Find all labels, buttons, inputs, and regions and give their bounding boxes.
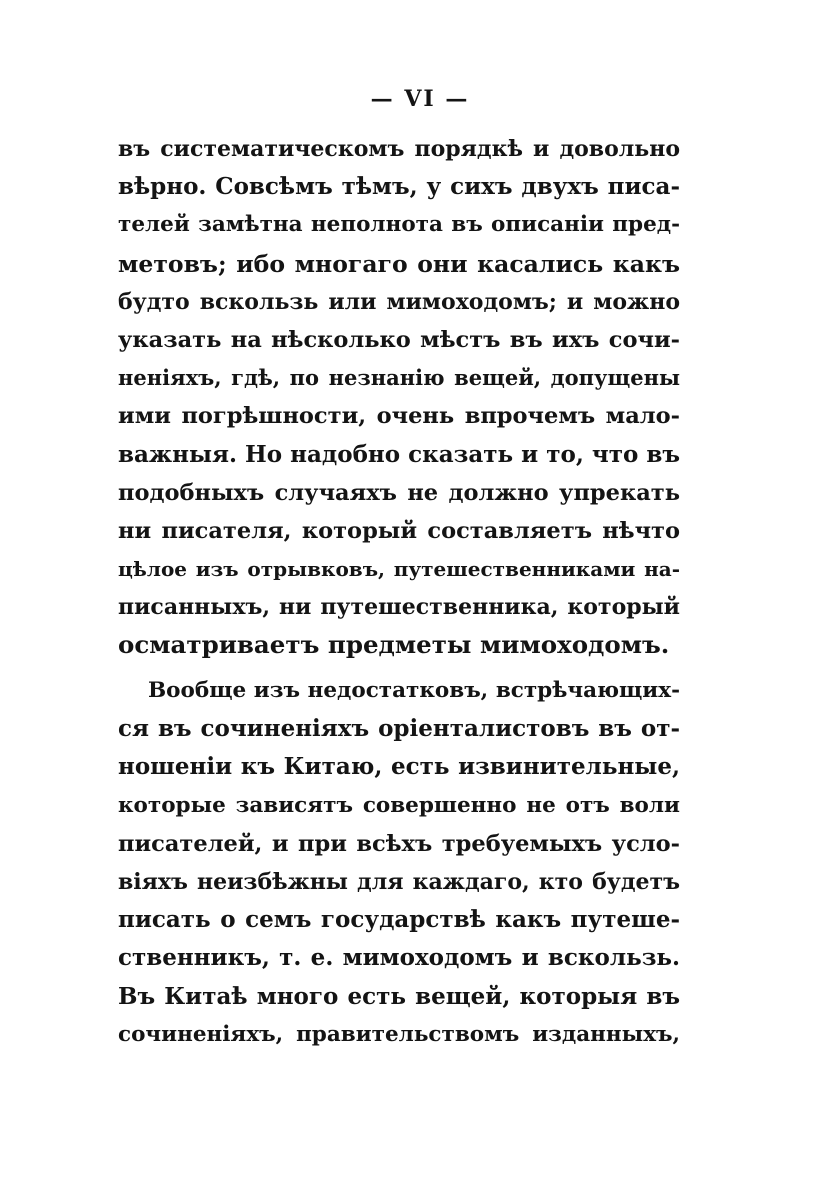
text-line: телей замѣтна неполнота въ описаніи пред- <box>118 212 680 238</box>
text-line: которые зависятъ совершенно не отъ воли <box>118 792 680 818</box>
text-line: писателей, и при всѣхъ требуемыхъ усло- <box>118 830 680 857</box>
text-line: вѣрно. Совсѣмъ тѣмъ, у сихъ двухъ писа- <box>118 173 680 201</box>
text-line: ни писателя, который составляетъ нѣчто <box>118 517 680 544</box>
paragraph-1 <box>118 130 680 665</box>
text-line: подобныхъ случаяхъ не должно упрекать <box>118 479 680 506</box>
text-line: писанныхъ, ни путешественника, который <box>118 594 680 621</box>
text-line: сочиненіяхъ, правительствомъ изданныхъ, <box>118 1021 680 1047</box>
paragraph-2 <box>118 672 680 1054</box>
text-line: указать на нѣсколько мѣстъ въ ихъ сочи- <box>118 326 680 353</box>
text-line: неніяхъ, гдѣ, по незнанію вещей, допущены <box>118 365 680 391</box>
text-line: ся въ сочиненіяхъ оріенталистовъ въ от- <box>118 715 680 743</box>
text-line: цѣлое изъ отрывковъ, путешественниками на- <box>118 557 680 582</box>
text-line: Вообще изъ недостатковъ, встрѣчающих- <box>148 678 680 703</box>
text-line: віяхъ неизбѣжны для каждаго, кто будетъ <box>118 868 680 895</box>
text-line: ношеніи къ Китаю, есть извинительные, <box>118 753 680 781</box>
text-line: важныя. Но надобно сказать и то, что въ <box>118 440 680 468</box>
text-line: ственникъ, т. е. мимоходомъ и вскользь. <box>118 944 680 972</box>
text-line: будто вскользь или мимоходомъ; и можно <box>118 288 680 315</box>
text-line: метовъ; ибо многаго они касались какъ <box>118 249 680 278</box>
page-number-header: — VI — <box>370 86 470 112</box>
text-line: ими погрѣшности, очень впрочемъ мало- <box>118 403 680 430</box>
text-line: Въ Китаѣ много есть вещей, которыя въ <box>118 982 680 1010</box>
text-line: писать о семъ государствѣ какъ путеше- <box>118 906 680 934</box>
text-line: осматриваетъ предметы мимоходомъ. <box>118 630 670 660</box>
text-line: въ систематическомъ порядкѣ и довольно <box>118 136 680 162</box>
